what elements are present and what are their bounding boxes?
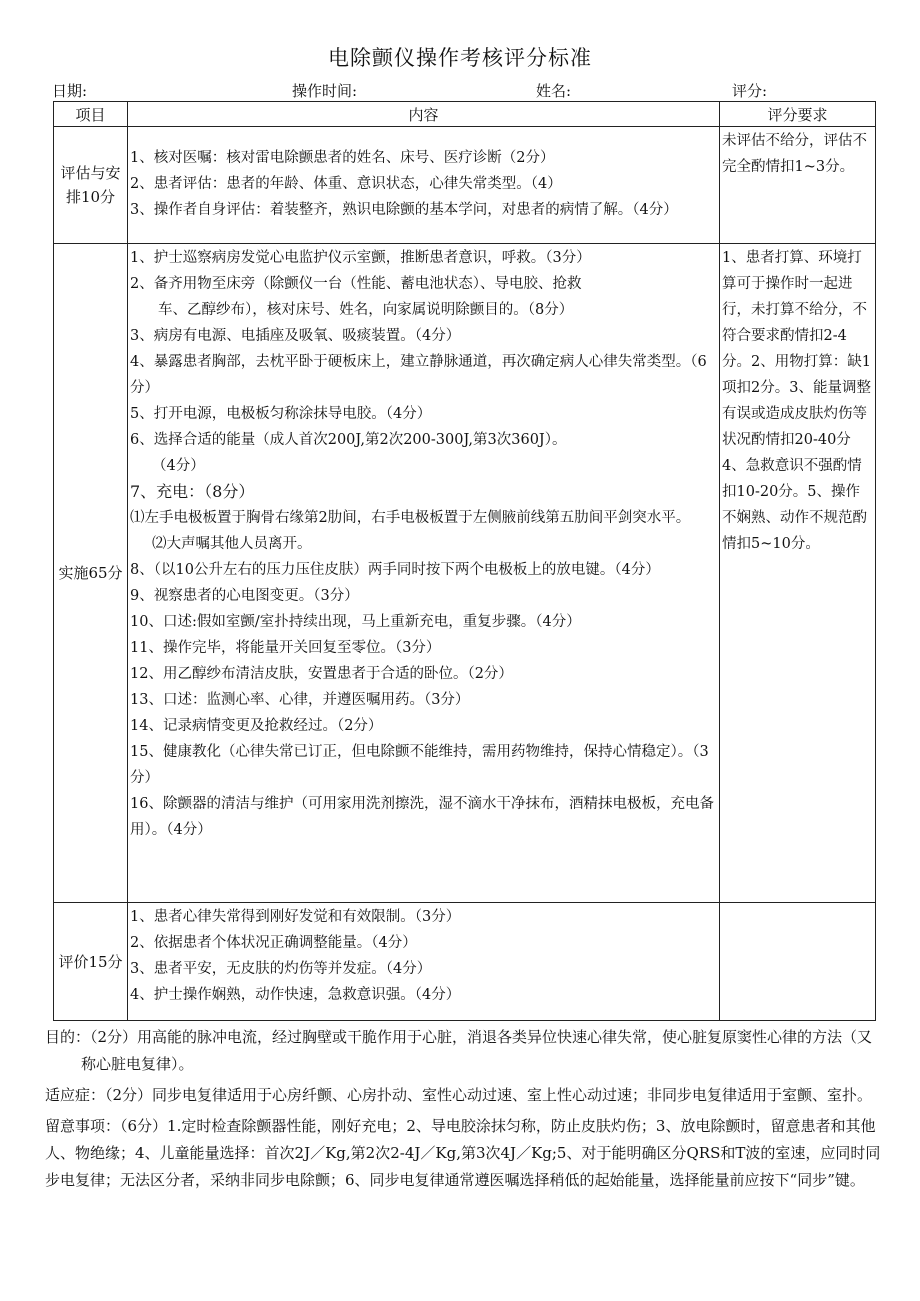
impl-section-label: 实施65分 — [54, 244, 128, 903]
eval-line: 2、依据患者个体状况正确调整能量。（4分） — [130, 935, 417, 951]
impl-line: 14、记录病情变更及抢救经过。（2分） — [130, 718, 383, 734]
impl-line: 16、除颤器的清洁与维护（可用家用洗剂擦洗，湿不滴水干净抹布，酒精抹电极板，充电备用）。（4分） — [130, 796, 714, 838]
impl-line: 车、乙醇纱布），核对床号、姓名，向家属说明除颤目的。（8分） — [158, 302, 574, 318]
purpose-note: 目的：（2分）用高能的脉冲电流，经过胸壁或干脆作用于心脏，消退各类异位快速心律失常，使心脏复原窦性心律的方法（又称心脏电复律）。 — [45, 1028, 873, 1073]
score-label: 评分: — [732, 82, 768, 100]
impl-line: 2、备齐用物至床旁（除颤仪一台（性能、蓄电池状态）、导电胶、抢救 — [130, 276, 582, 292]
eval-line: 3、患者平安，无皮肤的灼伤等并发症。（4分） — [130, 961, 432, 977]
name-label: 姓名: — [536, 82, 572, 100]
eval-content — [128, 903, 720, 1021]
eval-requirement — [720, 903, 876, 1021]
header-requirements: 评分要求 — [720, 102, 876, 127]
impl-line: 13、口述：监测心率、心律，并遵医嘱用药。（3分） — [130, 692, 470, 708]
date-label: 日期: — [52, 82, 88, 100]
operation-time-label: 操作时间: — [292, 82, 358, 100]
impl-row — [54, 244, 876, 903]
impl-line: （4分） — [152, 458, 205, 474]
impl-line: 9、视察患者的心电图变更。（3分） — [130, 588, 359, 604]
header-content: 内容 — [128, 102, 720, 127]
assess-line: 2、患者评估：患者的年龄、体重、意识状态，心律失常类型。（4） — [130, 176, 562, 192]
assess-line: 3、操作者自身评估：着装整齐，熟识电除颤的基本学问，对患者的病情了解。（4分） — [130, 202, 678, 218]
table-header-row — [54, 102, 876, 127]
assess-requirement: 未评估不给分，评估不完全酌情扣1~3分。 — [720, 127, 876, 244]
impl-line: ⑴左手电极板置于胸骨右缘第2肋间，右手电极板置于左侧腋前线第五肋间平剑突水平。 — [130, 510, 691, 526]
impl-line: 7、充电：（8分） — [130, 482, 255, 501]
impl-line: ⑵大声嘱其他人员离开。 — [152, 536, 312, 552]
header-item: 项目 — [54, 102, 128, 127]
impl-line: 10、口述:假如室颤/室扑持续出现，马上重新充电，重复步骤。（4分） — [130, 614, 581, 630]
cautions-note: 留意事项：（6分）1.定时检查除颤器性能，刚好充电；2、导电胶涂抹匀称，防止皮肤灼伤；3、放电除颤时，留意患者和其他人、物绝缘；4、儿童能量选择：首次2J／Kg,第2次2-4J／Kg,第3次4J／Kg;5、对于能明确区分QRS和T波的室速，应同时同步电复律；无法区分者，采纳非同步电除颤；6、同步电复律通常遵医嘱选择稍低的起始能量，选择能量前应按下“同步”键。 — [45, 1117, 881, 1189]
assess-section-label: 评估与安排10分 — [54, 127, 128, 244]
assess-line: 1、核对医嘱：核对雷电除颤患者的姓名、床号、医疗诊断（2分） — [130, 150, 555, 166]
impl-line: 11、操作完毕，将能量开关回复至零位。（3分） — [130, 640, 441, 656]
eval-line: 1、患者心律失常得到刚好发觉和有效限制。（3分） — [130, 909, 461, 925]
impl-line: 1、护士巡察病房发觉心电监护仪示室颤，推断患者意识，呼救。（3分） — [130, 250, 591, 266]
impl-line: 5、打开电源，电极板匀称涂抹导电胶。（4分） — [130, 406, 432, 422]
impl-line: 4、暴露患者胸部，去枕平卧于硬板床上，建立静脉通道，再次确定病人心律失常类型。（6分） — [130, 354, 707, 396]
eval-row — [54, 903, 876, 1021]
impl-requirement: 1、患者打算、环境打算可于操作时一起进行，未打算不给分，不符合要求酌情扣2-4分。2、用物打算：缺1项扣2分。3、能量调整有误或造成皮肤灼伤等状况酌情扣20-40分4、急救意识不强酌情扣10-20分。5、操作不娴熟、动作不规范酌情扣5~10分。 — [720, 244, 876, 903]
impl-line: 15、健康教化（心律失常已订正，但电除颤不能维持，需用药物维持，保持心情稳定）。（3分） — [130, 744, 709, 786]
impl-line: 8、（以10公升左右的压力压住皮肤）两手同时按下两个电极板上的放电键。（4分） — [130, 562, 660, 578]
page-title: 电除颤仪操作考核评分标准 — [328, 46, 592, 70]
eval-line: 4、护士操作娴熟，动作快速，急救意识强。（4分） — [130, 987, 461, 1003]
impl-line: 6、选择合适的能量（成人首次200J,第2次200-300J,第3次360J）。 — [130, 432, 567, 448]
notes-block — [45, 1024, 885, 1194]
assess-row — [54, 127, 876, 244]
impl-line: 3、病房有电源、电插座及吸氧、吸痰装置。（4分） — [130, 328, 461, 344]
impl-content — [128, 244, 720, 903]
impl-line: 12、用乙醇纱布清洁皮肤，安置患者于合适的卧位。（2分） — [130, 666, 513, 682]
scoring-table — [53, 101, 876, 1021]
eval-section-label: 评价15分 — [54, 903, 128, 1021]
indications-note: 适应症：（2分）同步电复律适用于心房纤颤、心房扑动、室性心动过速、室上性心动过速；非同步电复律适用于室颤、室扑。 — [45, 1086, 873, 1104]
assess-content — [128, 127, 720, 244]
